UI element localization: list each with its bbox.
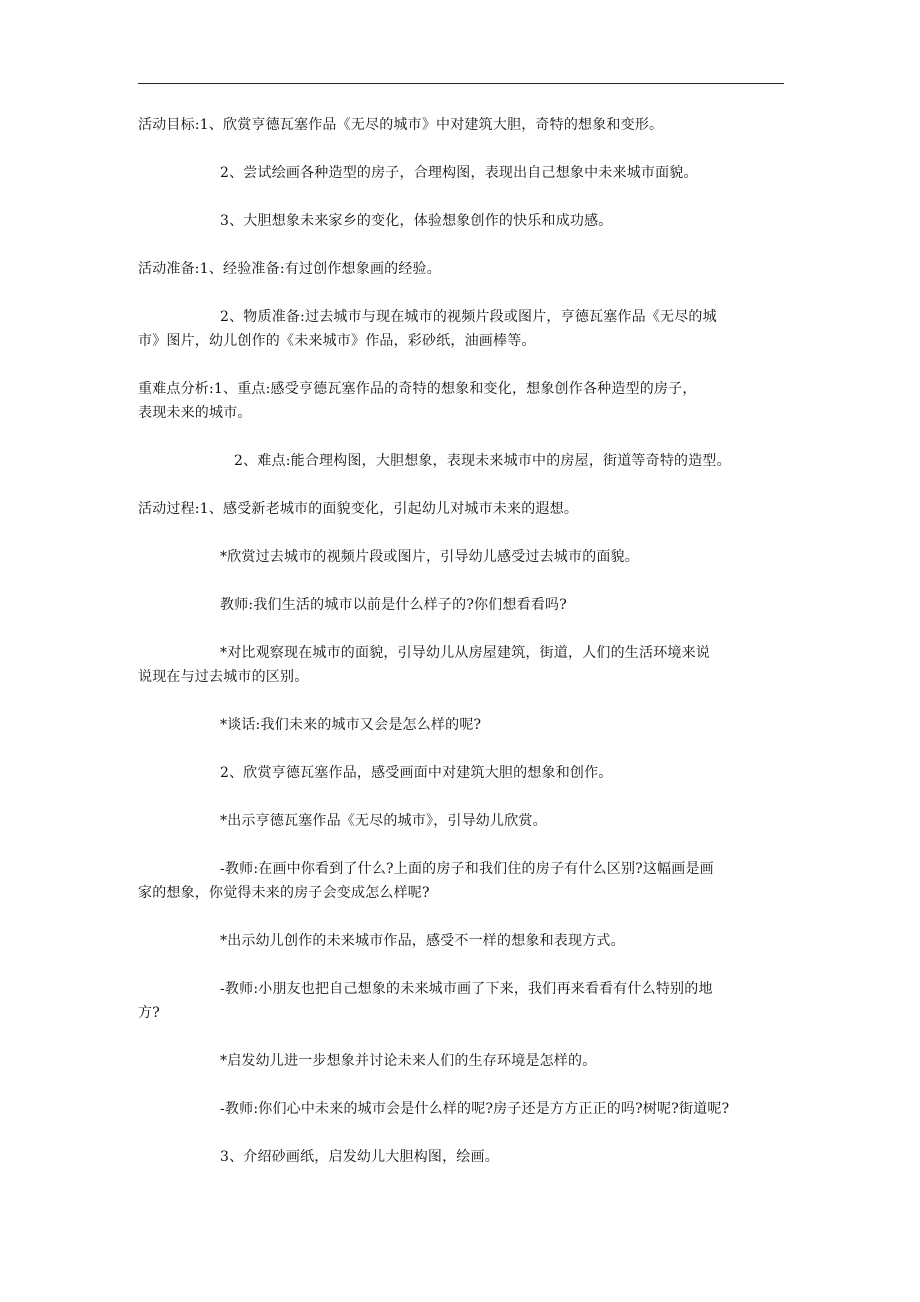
teacher-question-1: 教师:我们生活的城市以前是什么样子的?你们想看看吗? [220, 597, 567, 613]
process-step-3: 3、介绍砂画纸，启发幼儿大胆构图，绘画。 [220, 1149, 499, 1165]
teacher-question-2b: 家的想象，你觉得未来的房子会变成怎么样呢? [138, 885, 430, 901]
process-step-2: 2、欣赏亨德瓦塞作品，感受画面中对建筑大胆的想象和创作。 [220, 765, 613, 781]
process-bullet-4: *出示亨德瓦塞作品《无尽的城市》，引导幼儿欣赏。 [220, 813, 547, 829]
process-bullet-1: *欣赏过去城市的视频片段或图片，引导幼儿感受过去城市的面貌。 [220, 549, 639, 565]
prep-line-1: 活动准备:1、经验准备:有过创作想象画的经验。 [138, 261, 441, 277]
teacher-question-3a: -教师:小朋友也把自己想象的未来城市画了下来，我们再来看看有什么特别的地 [220, 981, 713, 997]
process-bullet-2a: *对比观察现在城市的面貌，引导幼儿从房屋建筑，街道，人们的生活环境来说 [220, 645, 710, 661]
teacher-question-4: -教师:你们心中未来的城市会是什么样的呢?房子还是方方正正的吗?树呢?街道呢? [220, 1101, 730, 1117]
focus-line-1a: 重难点分析:1、重点:感受亨德瓦塞作品的奇特的想象和变化，想象创作各种造型的房子， [138, 381, 697, 397]
process-bullet-3: *谈话:我们未来的城市又会是怎么样的呢? [220, 717, 482, 733]
process-bullet-6: *启发幼儿进一步想象并讨论未来人们的生存环境是怎样的。 [220, 1053, 597, 1069]
process-bullet-5: *出示幼儿创作的未来城市作品，感受不一样的想象和表现方式。 [220, 933, 625, 949]
goal-line-3: 3、大胆想象未来家乡的变化，体验想象创作的快乐和成功感。 [220, 213, 613, 229]
teacher-question-2a: -教师:在画中你看到了什么?上面的房子和我们住的房子有什么区别?这幅画是画 [220, 861, 714, 877]
teacher-question-3b: 方? [138, 1005, 160, 1021]
goal-line-2: 2、尝试绘画各种造型的房子，合理构图，表现出自己想象中未来城市面貌。 [220, 165, 698, 181]
focus-line-1b: 表现未来的城市。 [138, 405, 252, 421]
prep-line-2b: 市》图片，幼儿创作的《未来城市》作品，彩砂纸，油画棒等。 [138, 333, 536, 349]
goal-line-1: 活动目标:1、欣赏亨德瓦塞作品《无尽的城市》中对建筑大胆，奇特的想象和变形。 [138, 117, 664, 133]
process-bullet-2b: 说现在与过去城市的区别。 [138, 669, 309, 685]
process-line-1: 活动过程:1、感受新老城市的面貌变化，引起幼儿对城市未来的遐想。 [138, 501, 579, 517]
focus-line-2: 2、难点:能合理构图，大胆想象，表现未来城市中的房屋，街道等奇特的造型。 [234, 453, 731, 469]
prep-line-2a: 2、物质准备:过去城市与现在城市的视频片段或图片，亨德瓦塞作品《无尽的城 [220, 309, 717, 325]
